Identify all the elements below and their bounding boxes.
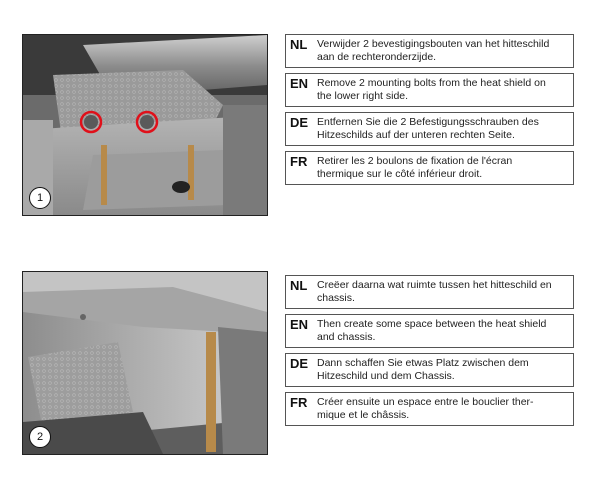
instruction-text: Remove 2 mounting bolts from the heat shield on the lower right side. [317,77,546,102]
step-number-badge: 1 [29,187,51,209]
instruction-de [285,353,574,387]
language-code: FR [290,154,308,169]
step-1-photo [22,34,268,216]
instruction-text: Retirer les 2 boulons de fixation de l'écran thermique sur le côté inférieur droit. [317,155,513,180]
instruction-text: Créer ensuite un espace entre le bouclier ther- mique et le châssis. [317,396,534,421]
language-code: DE [290,356,309,371]
language-code: NL [290,278,308,293]
language-code: FR [290,395,308,410]
step-number-badge: 2 [29,426,51,448]
instruction-fr [285,392,574,426]
heat-shield-chassis-photo-icon [23,272,267,454]
heat-shield-bolts-photo-icon [23,35,267,215]
instruction-de [285,112,574,146]
instruction-nl [285,34,574,68]
language-code: NL [290,37,308,52]
instruction-en [285,314,574,348]
instruction-nl [285,275,574,309]
language-code: DE [290,115,309,130]
instruction-text: Creëer daarna wat ruimte tussen het hitteschild en chassis. [317,279,552,304]
instruction-en [285,73,574,107]
instruction-text: Dann schaffen Sie etwas Platz zwischen dem Hitzeschild und dem Chassis. [317,357,529,382]
instruction-fr [285,151,574,185]
instruction-text: Then create some space between the heat shield and chassis. [317,318,547,343]
language-code: EN [290,317,309,332]
instruction-text: Verwijder 2 bevestigingsbouten van het hitteschild aan de rechteronderzijde. [317,38,550,63]
language-code: EN [290,76,309,91]
instruction-text: Entfernen Sie die 2 Befestigungsschrauben des Hitzeschilds auf der unteren rechten Seite. [317,116,539,141]
step-2-photo [22,271,268,455]
